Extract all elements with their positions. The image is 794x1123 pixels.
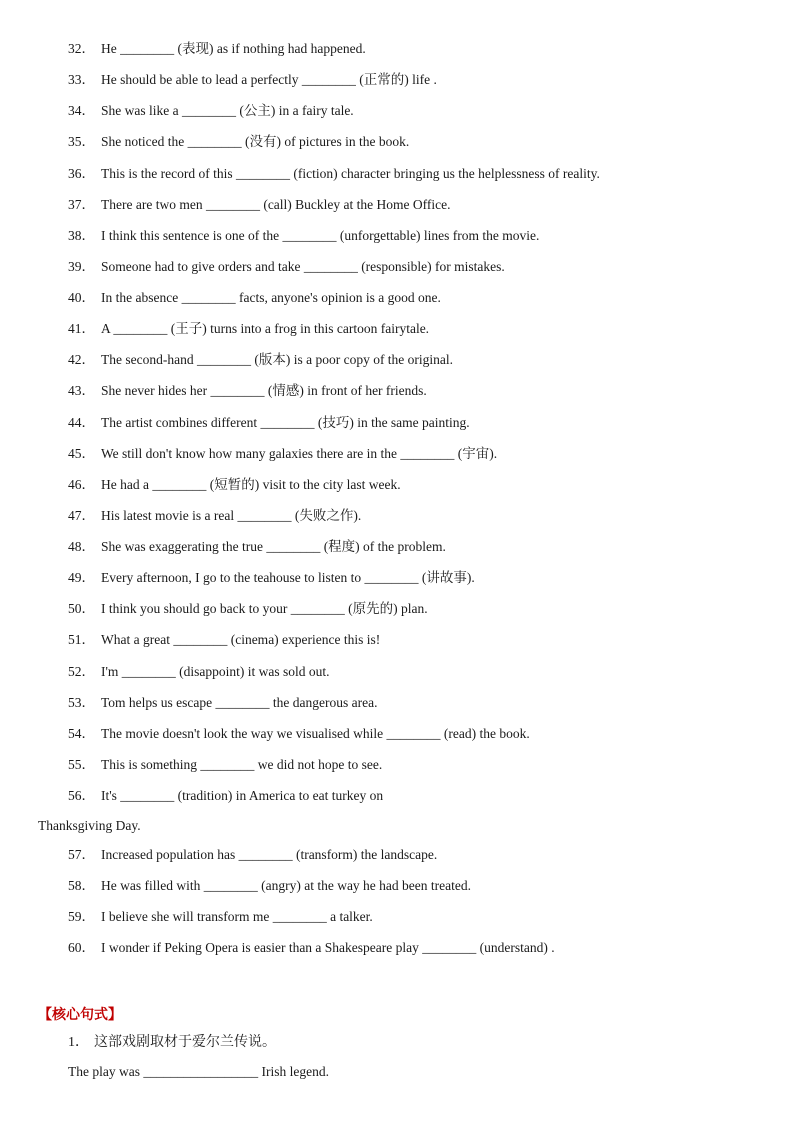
question-51 [68,631,380,649]
question-text: What a great ________ (cinema) experience this is! [101,632,381,647]
question-text: I think this sentence is one of the ________ (unforgettable) lines from the movie. [101,228,540,243]
question-text: Someone had to give orders and take ________ (responsible) for mistakes. [101,259,505,274]
question-text: This is something ________ we did not hope to see. [101,757,383,772]
question-number: 41． [68,321,95,336]
question-number: 32． [68,41,95,56]
core-sentence-chinese [68,1033,276,1052]
question-43 [68,382,427,400]
question-number: 43． [68,383,95,398]
question-number: 44． [68,415,95,430]
question-48 [68,538,446,556]
question-number: 54． [68,726,95,741]
question-40 [68,289,441,307]
question-text: He ________ (表现) as if nothing had happened. [101,41,366,56]
core-sentence-number: 1． [68,1035,89,1050]
question-number: 48． [68,539,95,554]
question-text: Every afternoon, I go to the teahouse to listen to ________ (讲故事). [101,570,475,585]
question-text: In the absence ________ facts, anyone's opinion is a good one. [101,290,441,305]
question-text: He should be able to lead a perfectly ________ (正常的) life . [101,72,437,87]
question-56 [68,787,383,805]
question-text: There are two men ________ (call) Buckley at the Home Office. [101,197,451,212]
question-number: 46． [68,477,95,492]
question-text: She never hides her ________ (情感) in front of her friends. [101,383,427,398]
section-heading: 【核心句式】 [38,1007,122,1023]
question-44 [68,414,470,432]
question-text: I'm ________ (disappoint) it was sold out. [101,664,330,679]
question-42 [68,351,453,369]
question-34 [68,102,354,120]
question-text: The second-hand ________ (版本) is a poor copy of the original. [101,352,454,367]
question-text: It's ________ (tradition) in America to eat turkey on [101,788,384,803]
question-32 [68,40,366,58]
question-number: 51． [68,632,95,647]
question-60 [68,939,555,957]
question-number: 37． [68,197,95,212]
question-text: He had a ________ (短暂的) visit to the city last week. [101,477,401,492]
question-47 [68,507,361,525]
question-number: 34． [68,103,95,118]
question-text: The movie doesn't look the way we visualised while ________ (read) the book. [101,726,530,741]
question-39 [68,258,505,276]
question-text: She was exaggerating the true ________ (程度) of the problem. [101,539,446,554]
question-text: This is the record of this ________ (fiction) character bringing us the helplessness of reality. [101,166,600,181]
question-text: I wonder if Peking Opera is easier than a Shakespeare play ________ (understand) . [101,940,555,955]
question-54 [68,725,530,743]
question-number: 57． [68,847,95,862]
question-text: He was filled with ________ (angry) at the way he had been treated. [101,878,471,893]
question-text: She noticed the ________ (没有) of pictures in the book. [101,134,410,149]
question-number: 47． [68,508,95,523]
question-36 [68,165,600,183]
question-number: 42． [68,352,95,367]
question-text: She was like a ________ (公主) in a fairy tale. [101,103,354,118]
question-50 [68,600,428,618]
question-52 [68,663,330,681]
question-38 [68,227,539,245]
question-number: 56． [68,788,95,803]
question-text: I think you should go back to your ________ (原先的) plan. [101,601,428,616]
question-57 [68,846,437,864]
question-number: 50． [68,601,95,616]
question-text: The artist combines different ________ (技巧) in the same painting. [101,415,470,430]
question-number: 55． [68,757,95,772]
question-58 [68,877,471,895]
question-number: 49． [68,570,95,585]
question-59 [68,908,373,926]
question-number: 60． [68,940,95,955]
question-number: 52． [68,664,95,679]
question-number: 38． [68,228,95,243]
question-text: We still don't know how many galaxies there are in the ________ (宇宙). [101,446,498,461]
question-number: 58． [68,878,95,893]
question-number: 59． [68,909,95,924]
question-45 [68,445,497,463]
question-number: 45． [68,446,95,461]
question-number: 53． [68,695,95,710]
core-sentence-english: The play was _________________ Irish legend. [68,1064,329,1079]
question-number: 40． [68,290,95,305]
question-text: His latest movie is a real ________ (失败之作). [101,508,362,523]
question-number: 36． [68,166,95,181]
core-sentence-chinese-text: 这部戏剧取材于爱尔兰传说。 [94,1034,276,1050]
question-number: 35． [68,134,95,149]
question-number: 33． [68,72,95,87]
question-46 [68,476,401,494]
question-text: Tom helps us escape ________ the dangerous area. [101,695,378,710]
question-56-continuation: Thanksgiving Day. [38,818,141,833]
question-55 [68,756,382,774]
question-35 [68,133,409,151]
question-text: Increased population has ________ (transform) the landscape. [101,847,438,862]
question-41 [68,320,429,338]
question-49 [68,569,475,587]
question-37 [68,196,451,214]
question-number: 39． [68,259,95,274]
question-text: I believe she will transform me ________ a talker. [101,909,373,924]
question-text: A ________ (王子) turns into a frog in this cartoon fairytale. [101,321,430,336]
question-33 [68,71,437,89]
question-53 [68,694,377,712]
